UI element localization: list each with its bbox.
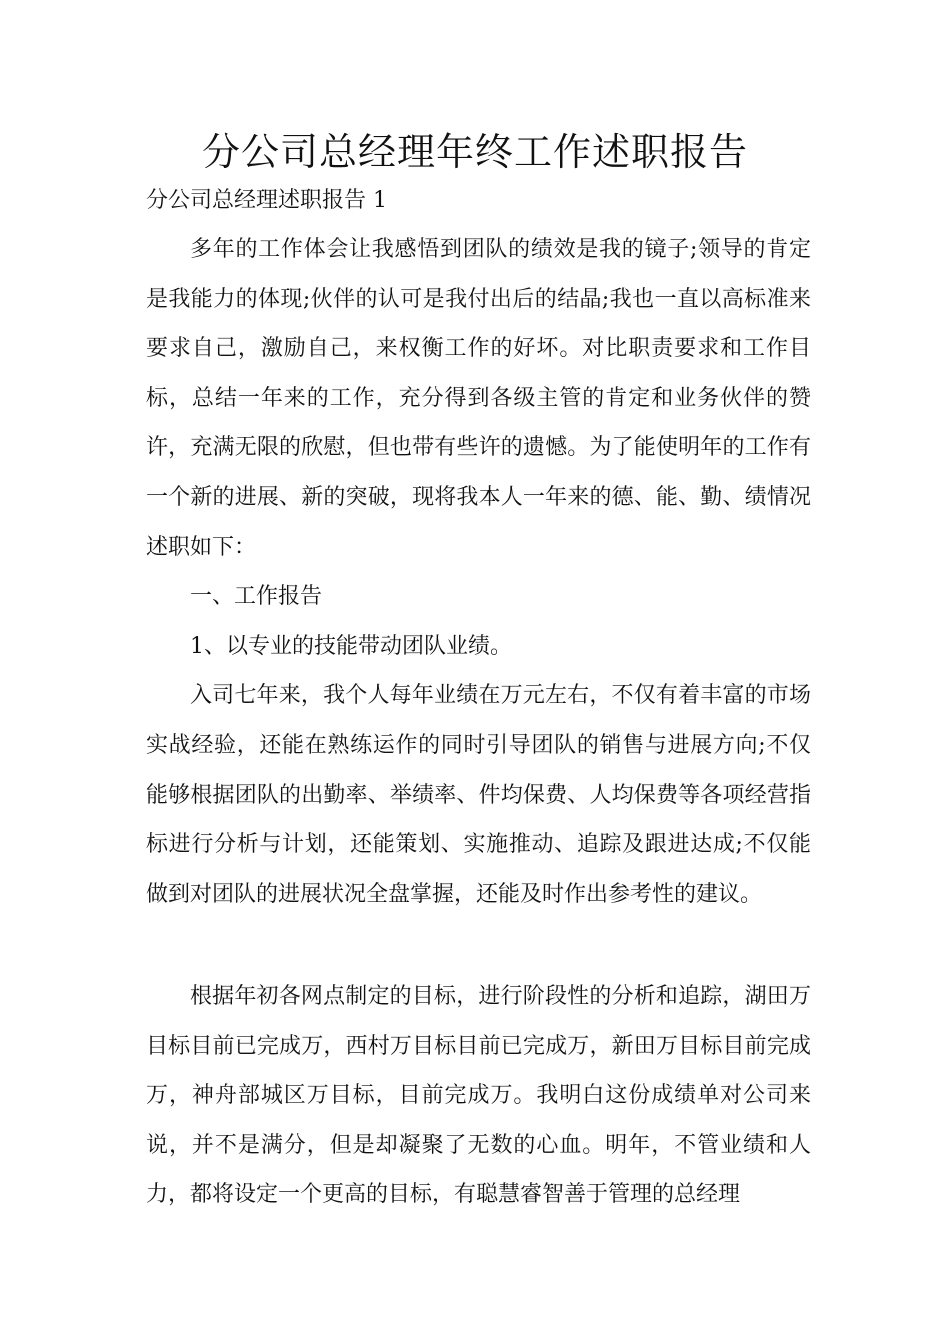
document-body xyxy=(146,225,811,919)
section-heading-work-report: 一、工作报告 xyxy=(190,584,323,610)
section-heading: 分公司总经理述职报告 1 xyxy=(146,188,387,213)
paragraph-targets: 根据年初各网点制定的目标，进行阶段性的分析和追踪，湖田万目标目前已完成万，西村万目标目前已完成万，新田万目标目前完成万，神舟部城区万目标，目前完成万。我明白这份成绩单对公司来说，并不是满分，但是却凝聚了无数的心血。明年，不管业绩和人力，都将设定一个更高的目标，有聪慧睿智善于管理的总经理 xyxy=(146,984,811,1208)
paragraph-intro: 多年的工作体会让我感悟到团队的绩效是我的镜子;领导的肯定是我能力的体现;伙伴的认可是我付出后的结晶;我也一直以高标准来要求自己，激励自己，来权衡工作的好坏。对比职责要求和工作目标，总结一年来的工作，充分得到各级主管的肯定和业务伙伴的赞许，充满无限的欣慰，但也带有些许的遗憾。为了能使明年的工作有一个新的进展、新的突破，现将我本人一年来的德、能、勤、绩情况述职如下： xyxy=(146,237,811,560)
paragraph-performance: 入司七年来，我个人每年业绩在万元左右，不仅有着丰富的市场实战经验，还能在熟练运作的同时引导团队的销售与进展方向;不仅能够根据团队的出勤率、举绩率、件均保费、人均保费等各项经营指标进行分析与计划，还能策划、实施推动、追踪及跟进达成;不仅能做到对团队的进展状况全盘掌握，还能及时作出参考性的建议。 xyxy=(146,683,811,907)
document-title: 分公司总经理年终工作述职报告 xyxy=(201,130,748,174)
document-body-continued xyxy=(146,972,811,1220)
subsection-heading: 1、以专业的技能带动团队业绩。 xyxy=(190,633,512,659)
